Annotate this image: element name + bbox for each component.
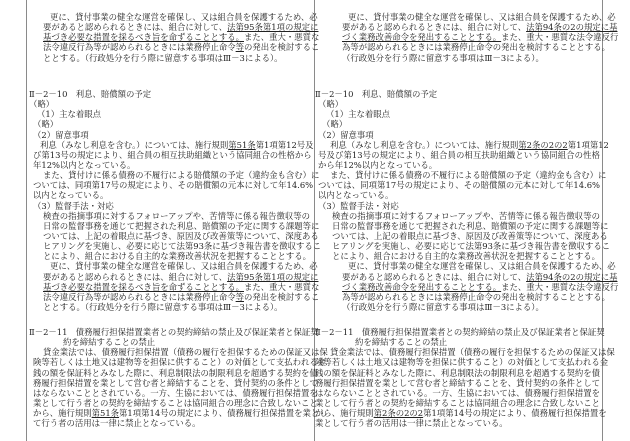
text-segment: また、重大・悪質な <box>244 32 320 43</box>
text-segment: （略） <box>33 119 59 130</box>
text-segment: 号及び第13号の規定により、組合員の相互扶助組織という協同組合の性格 <box>318 149 600 160</box>
text-segment: （略） <box>318 99 344 110</box>
text-segment: はならないこととされている。一方、生協においては、債務履行担保措置を <box>315 387 600 398</box>
text-segment: ととする。（行政処分を行う際に留意する事項はⅢ－3による）。 <box>43 52 283 63</box>
paragraph-administrative-action <box>0 12 619 63</box>
text-segment: （行政処分を行う際に留意する事項はⅢ－3による）。 <box>342 52 544 63</box>
text-line <box>326 109 600 119</box>
text-line <box>332 220 609 231</box>
text-line <box>355 337 600 347</box>
subheading-2 <box>0 130 600 140</box>
text-line <box>332 251 600 261</box>
paragraph-damages <box>0 170 607 201</box>
text-line <box>318 160 600 170</box>
text-segment: 更に、貸付事業の健全な運営を確保し、又は組合員を保護するため、必 <box>348 261 616 272</box>
text-segment: ヒアリングを実施し、必要に応じて法第93条に基づき報告書を徴収するこ <box>43 241 322 252</box>
text-line <box>318 150 600 160</box>
text-segment: （行政処分を行う際に留意する事項はⅢ－3による）。 <box>342 301 544 312</box>
text-segment: また、重大・悪質な法令違反行 <box>501 32 619 43</box>
underlined-amendment: 法第95条第1項の規定に <box>227 271 319 282</box>
underlined-amendment: 法第95条第1項の規定に <box>227 22 319 33</box>
text-segment: （略） <box>322 119 348 130</box>
text-line <box>315 357 609 368</box>
heading-2-2-10 <box>0 89 600 99</box>
text-segment: 第1項第14号の規定により、債務履行担保措置を業とし <box>119 408 328 419</box>
text-segment: Ⅱ－2－11 債務履行担保措置業者との契約締結の禁止及び保証業者と保証契 <box>29 327 319 337</box>
paragraph-money-lending-act <box>0 347 615 429</box>
text-segment: 以内となっている。 <box>318 190 394 201</box>
heading-2-2-11 <box>0 327 605 348</box>
text-segment: 銭の額を保証料とみなした際に、利息制限法の制限利息を超過する契約を債 <box>33 367 318 378</box>
text-segment: （2）留意事項 <box>318 129 374 140</box>
text-segment: Ⅱ－2－10 利息、賠償額の予定 <box>315 89 438 99</box>
underlined-amendment: 第51条 <box>228 139 256 150</box>
text-line <box>342 32 619 43</box>
text-segment: 法令違反行為等が認められるときには業務停止命令 <box>43 291 236 302</box>
text-line <box>342 271 618 282</box>
text-segment: とにより、組合における自主的な業務改善状況を把握することとする。 <box>332 251 600 262</box>
text-segment: から年12%以内となっている。 <box>318 159 438 170</box>
text-segment: 検査の指摘事項に対するフォローアップや、苦情等に係る報告徴収等の <box>332 210 600 221</box>
text-segment: の発出を検討するこ <box>244 291 320 302</box>
text-segment: 要があると認められるときには、組合に対して、 <box>342 271 527 282</box>
text-line <box>330 347 615 358</box>
text-segment: 利息（みなし利息を含む。）については、施行規則 <box>40 139 229 150</box>
underlined-amendment: 法第94条の2の規定に基 <box>526 22 618 33</box>
text-segment: び第13号の規定により、組合員の相互扶助組織という協同組合の性格から <box>33 149 312 160</box>
text-segment: また、貸付けに係る債務の不履行による賠償額の予定（違約金も含む）に <box>330 170 607 181</box>
text-segment: ととする。（行政処分を行う際に留意する事項はⅢ－3による）。 <box>43 301 283 312</box>
text-segment: 約を締結することの禁止 <box>355 337 448 348</box>
text-segment: 要があると認められるときには、組合に対して、 <box>43 22 228 33</box>
text-segment: （3）監督手法・対応 <box>318 200 399 211</box>
text-segment: 業として行う者との契約を締結することは協同組合の理念に合致しないこと <box>315 397 600 408</box>
underlined-amendment: 等 <box>235 291 244 302</box>
text-segment: から、施行規則 <box>33 408 92 419</box>
text-segment: （1）主な着眼点 <box>37 109 101 120</box>
text-segment: 第1項第12 <box>567 139 609 150</box>
subheading-1 <box>0 109 600 119</box>
text-segment: 日常の監督事務を通じて把握された利息、賠償額の予定に関する課題等に <box>332 220 609 231</box>
underlined-amendment: 第2条の2の2 <box>518 139 568 150</box>
text-segment: 要があると認められるときには、組合に対して、 <box>43 271 228 282</box>
text-segment: 更に、貸付事業の健全な運営を確保し、又は組合員を保護するため、必 <box>348 12 616 22</box>
text-line <box>315 368 600 378</box>
text-segment: 更に、貸付事業の健全な運営を確保し、又は組合員を保護するため、必 <box>50 12 318 22</box>
underlined-amendment: づく業務改善命令を発出することとする。 <box>342 281 502 292</box>
text-line <box>315 378 600 388</box>
text-segment: ヒアリングを実施し、必要に応じて法第93条に基づき報告書を徴収するこ <box>332 241 611 252</box>
text-line <box>348 12 616 22</box>
text-line <box>332 230 608 241</box>
omitted-note <box>0 119 600 129</box>
underlined-amendment: 基づき必要な措置を採るべき旨を命ずることとする。 <box>43 32 244 43</box>
text-line <box>330 170 607 181</box>
text-line <box>315 418 600 428</box>
text-line <box>315 408 607 419</box>
text-segment: とにより、組合における自主的な業務改善状況を把握することとする。 <box>43 251 311 262</box>
paragraph-administrative-action <box>0 261 619 312</box>
text-segment: 要があると認められるときには、組合に対して、 <box>342 22 527 33</box>
text-segment: 為等が認められるときには業務停止命令の発出を検討することとする。 <box>342 291 610 302</box>
omitted-note <box>0 99 600 109</box>
paragraph-interest <box>0 139 609 170</box>
text-segment: Ⅱ－2－10 利息、賠償額の予定 <box>29 89 152 99</box>
text-segment: ついては、上記の着眼点に基づき、原因及び改善策等について、深度ある <box>332 230 608 241</box>
text-segment: 為等が認められるときには業務停止命令の発出を検討することとする。 <box>342 42 610 53</box>
text-line <box>315 398 600 408</box>
underlined-amendment: づく業務改善命令を発出することとする。 <box>342 32 502 43</box>
text-segment: 務履行担保措置を業として営む者と締結することを、貸付契約の条件として <box>33 377 318 388</box>
text-segment: 険等若しくは土地又は建物等を担保に供すること）の対価として支払われる金 <box>33 357 327 368</box>
text-segment: 貸金業法では、債務履行担保措置（債務の履行を担保するための保証又は保 <box>43 347 328 358</box>
underlined-amendment: 法第94条の2の規定に基 <box>526 271 618 282</box>
text-segment: また、貸付けに係る債務の不履行による賠償額の予定（違約金も含む）に <box>43 170 320 181</box>
text-line <box>315 89 600 99</box>
underlined-amendment: 第2条の2の2 <box>373 408 424 419</box>
text-segment: 利息（みなし利息を含む。）については、施行規則 <box>330 139 519 150</box>
underlined-amendment: 等 <box>235 42 244 53</box>
text-line <box>332 241 611 252</box>
text-line <box>332 211 600 221</box>
text-line <box>318 99 600 109</box>
text-segment: から、施行規則 <box>315 408 374 419</box>
text-segment: 年12%以内となっている。 <box>33 159 136 170</box>
text-line <box>342 22 618 33</box>
text-segment: Ⅱ－2－11 債務履行担保措置業者との契約締結の禁止及び保証業者と保証契 <box>315 327 605 337</box>
text-line <box>322 119 600 129</box>
text-segment: て行う者の活用は一律に禁止となっている。 <box>33 418 201 429</box>
text-segment: 日常の監督事務を通じて把握された利息、賠償額の予定に関する課題等に <box>43 220 320 231</box>
section-2-2-10 <box>0 89 619 312</box>
text-segment: ついては、同項第17号の規定により、その賠償額の元本に対して年14.6% <box>33 180 314 191</box>
text-segment: 更に、貸付事業の健全な運営を確保し、又は組合員を保護するため、必 <box>50 261 318 272</box>
text-line <box>342 53 600 63</box>
text-line <box>315 327 605 337</box>
text-segment: また、重大・悪質な <box>244 281 320 292</box>
text-segment: ついては、上記の着眼点に基づき、原因及び改善策等について、深度ある <box>43 230 319 241</box>
text-segment: の発出を検討するこ <box>244 42 320 53</box>
underlined-amendment: 第51条 <box>91 408 120 419</box>
text-segment: （3）監督手法・対応 <box>33 200 114 211</box>
underlined-amendment: 基づき必要な措置を採るべき旨を命ずることとする。 <box>43 281 244 292</box>
text-segment: （1）主な着眼点 <box>326 109 390 120</box>
text-segment: 第1項第12号及 <box>255 139 314 150</box>
text-line <box>342 302 600 312</box>
text-line <box>342 291 610 302</box>
text-segment: 務履行担保措置を業として営む者と締結することを、貸付契約の条件として <box>315 377 600 388</box>
subheading-3 <box>0 201 600 211</box>
text-line <box>318 201 600 211</box>
text-line <box>318 130 600 140</box>
text-segment: 約を締結することの禁止 <box>63 337 156 348</box>
text-segment: 以内となっている。 <box>33 190 109 201</box>
text-segment: 第1項第14号の規定により、債務履行担保措置を <box>423 408 607 419</box>
text-line <box>315 388 600 398</box>
text-segment: 銭の額を保証料とみなした際に、利息制限法の制限利息を超過する契約を債 <box>315 367 600 378</box>
paragraph-inspection <box>0 210 611 262</box>
text-line <box>348 261 616 272</box>
text-segment: 業として行う者の活用は一律に禁止となっている。 <box>315 418 508 429</box>
text-segment: 険等若しくは土地又は建物等を担保に供すること）の対価として支払われる金 <box>315 357 609 368</box>
text-line <box>330 139 609 150</box>
text-segment: 検査の指摘事項に対するフォローアップや、苦情等に係る報告徴収等の <box>43 210 310 221</box>
text-segment: また、重大・悪質な法令違反行 <box>501 281 619 292</box>
text-segment: （2）留意事項 <box>33 129 89 140</box>
text-line <box>318 190 600 200</box>
text-segment: 貸金業法では、債務履行担保措置（債務の履行を担保するための保証又は保 <box>330 347 615 358</box>
text-segment: 業として行う者との契約を締結することは協同組合の理念に合致しないこと <box>33 397 318 408</box>
text-segment: （略） <box>29 99 55 110</box>
text-segment: はならないこととされている。一方、生協においては、債務履行担保措置を <box>33 387 318 398</box>
text-line <box>342 42 610 53</box>
text-line <box>318 180 600 190</box>
section-2-2-11 <box>0 327 615 429</box>
text-segment: 法令違反行為等が認められるときには業務停止命令 <box>43 42 236 53</box>
section-top <box>0 12 619 63</box>
text-segment: ついては、同項第17号の規定により、その賠償額の元本に対して年14.6% <box>318 180 600 191</box>
text-line <box>342 281 619 292</box>
